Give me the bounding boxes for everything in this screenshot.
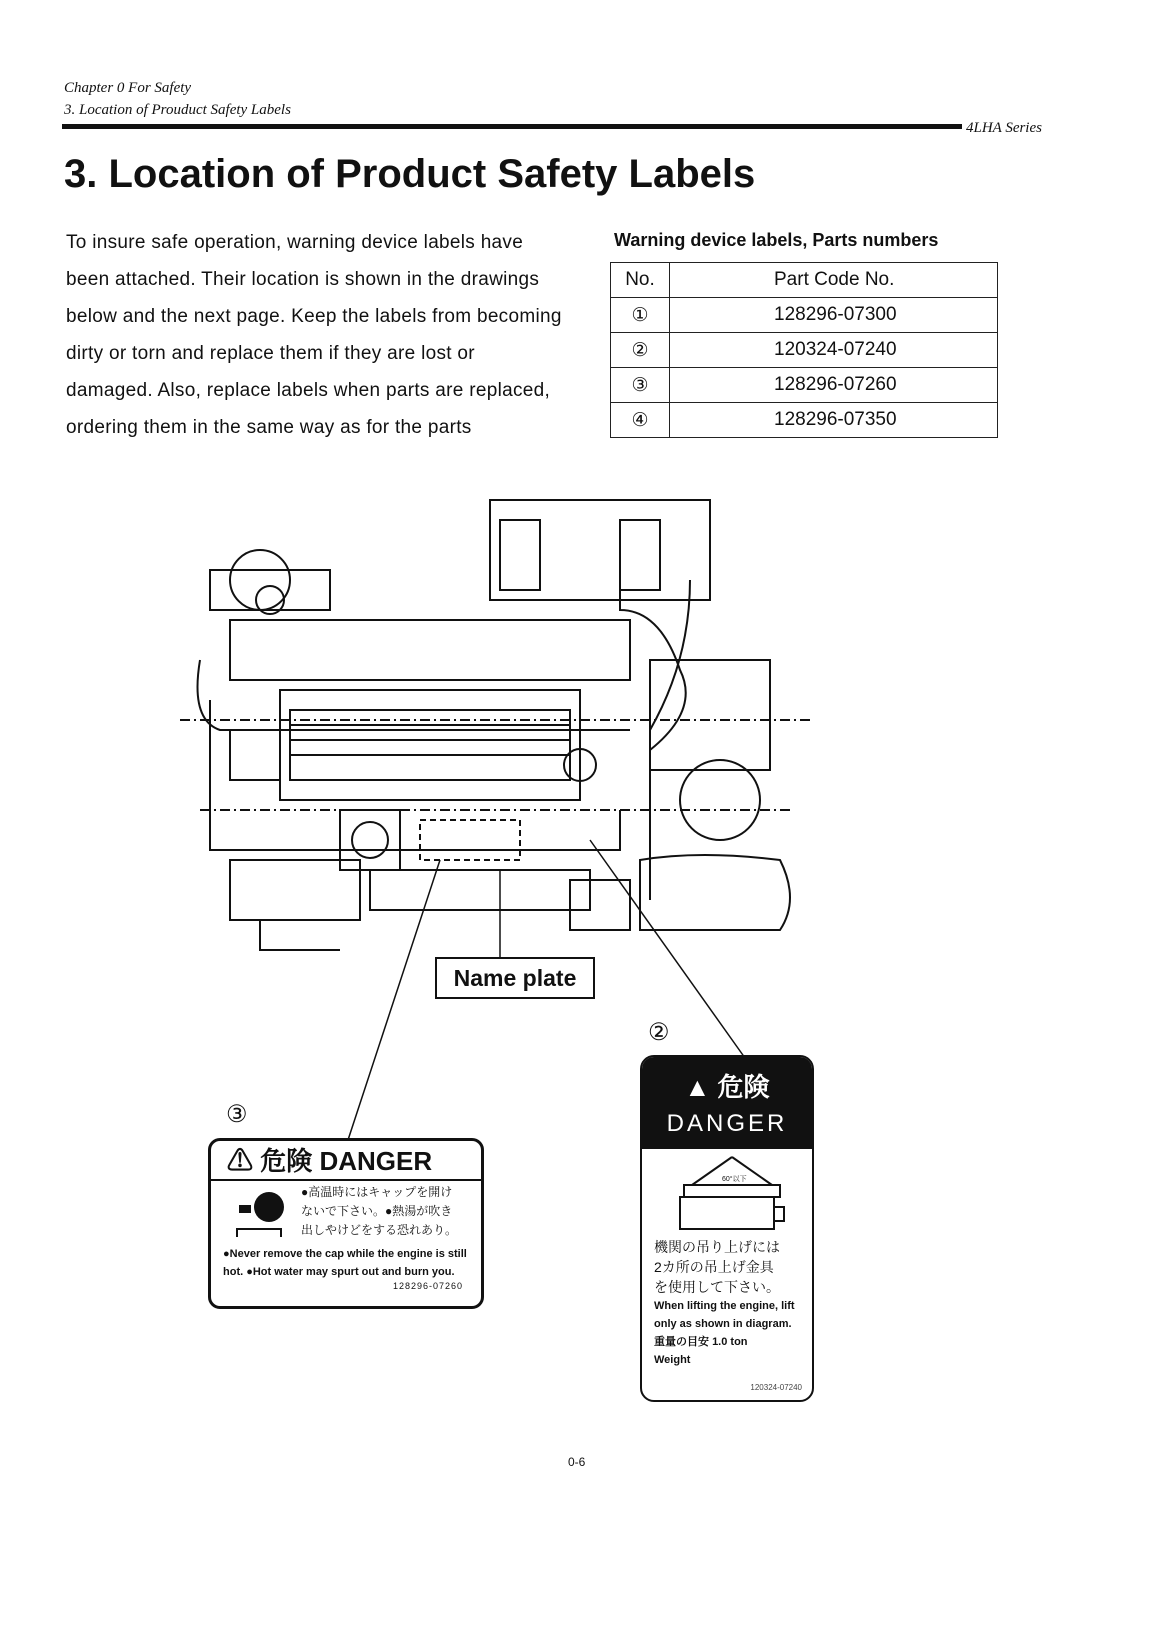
danger-label-3	[208, 1138, 484, 1309]
header-rule	[62, 124, 962, 129]
chapter-header: Chapter 0 For Safety	[64, 80, 192, 96]
row-no: ②	[611, 333, 670, 368]
page-title: 3. Location of Product Safety Labels	[64, 152, 756, 196]
callout-2: ②	[648, 1019, 670, 1046]
label2-jp-text: 機関の吊り上げには 2カ所の吊上げ金具 を使用して下さい。	[654, 1239, 780, 1295]
parts-table	[610, 262, 998, 438]
label3-title-bar	[211, 1141, 481, 1181]
label2-weight-en: Weight	[654, 1354, 691, 1366]
table-heading: Warning device labels, Parts numbers	[614, 230, 939, 250]
label2-en-text	[654, 1297, 804, 1369]
row-code: 128296-07260	[670, 368, 998, 403]
label2-title: DANGER	[666, 1110, 788, 1137]
lifting-diagram-icon	[672, 1155, 792, 1235]
label3-title: DANGER	[319, 1146, 433, 1176]
row-no: ③	[611, 368, 670, 403]
label2-en: When lifting the engine, lift only as shown in diagram.	[654, 1300, 795, 1330]
name-plate-label: Name plate	[435, 957, 595, 999]
table-header-row	[611, 263, 998, 298]
label2-code: 120324-07240	[750, 1383, 802, 1392]
series-label: 4LHA Series	[966, 120, 1042, 136]
label2-angle: 60°以下	[722, 1176, 747, 1183]
label2-title-bar	[642, 1057, 812, 1149]
label3-title-jp: ⚠ 危険	[227, 1146, 313, 1176]
page-number: 0-6	[568, 1455, 586, 1469]
row-no: ①	[611, 298, 670, 333]
table-row	[611, 368, 998, 403]
label2-title-jp: ▲ 危険	[684, 1072, 770, 1102]
danger-label-2	[640, 1055, 814, 1402]
hot-cap-icon	[233, 1189, 293, 1239]
callout-3: ③	[226, 1101, 248, 1128]
col-no: No.	[611, 263, 670, 298]
label3-code: 128296-07260	[392, 1281, 463, 1291]
table-row	[611, 298, 998, 333]
table-row	[611, 403, 998, 438]
col-code: Part Code No.	[670, 263, 998, 298]
row-code: 128296-07300	[670, 298, 998, 333]
row-code: 128296-07350	[670, 403, 998, 438]
label2-weight: 1.0 ton	[712, 1336, 748, 1348]
section-header: 3. Location of Prouduct Safety Labels	[64, 102, 291, 118]
row-code: 120324-07240	[670, 333, 998, 368]
row-no: ④	[611, 403, 670, 438]
label2-weight-jp: 重量の目安	[654, 1336, 709, 1348]
table-row	[611, 333, 998, 368]
label3-en-text: ●Never remove the cap while the engine is still hot. ●Hot water may spurt out and burn you.	[223, 1248, 467, 1278]
label3-jp-text: ●高温時にはキャップを開け ないで下さい。●熱湯が吹き 出しやけどをする恐れあり。	[301, 1185, 458, 1237]
intro-paragraph: To insure safe operation, warning device labels have been attached. Their location is shown in the drawings below and the next page. Keep the labels from becoming dirty or torn and replace them if they are lost or damaged. Also, replace labels when parts are replaced, ordering them in the same way as for the parts	[66, 232, 562, 438]
